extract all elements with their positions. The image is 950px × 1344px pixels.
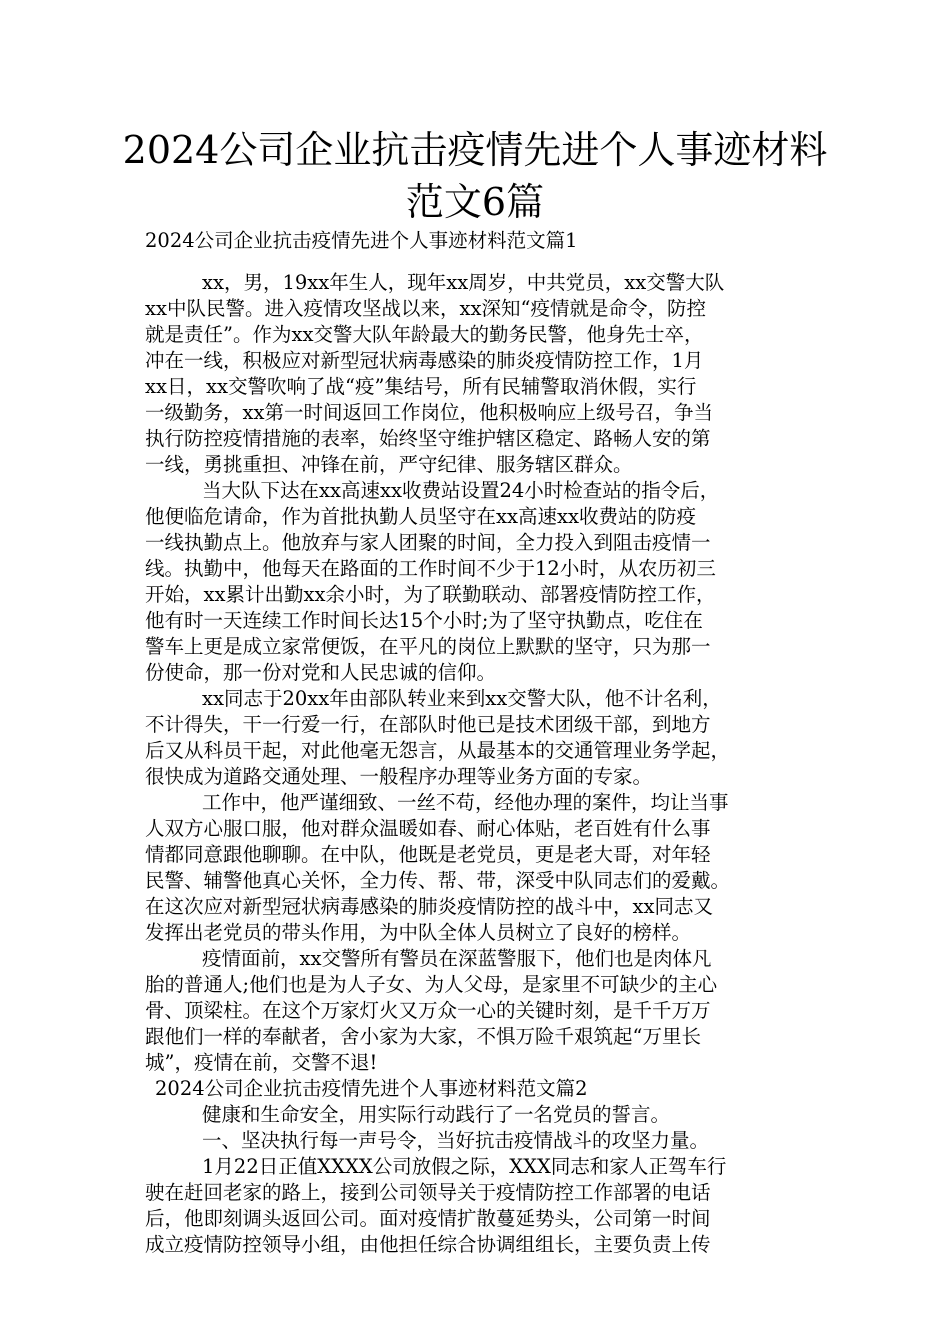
- paragraph-line: 在这次应对新型冠状病毒感染的肺炎疫情防控的战斗中，xx同志又: [145, 895, 713, 918]
- paragraph-line: 胎的普通人;他们也是为人子女、为人父母，是家里不可缺少的主心: [145, 973, 718, 996]
- paragraph-line: 成立疫情防控领导小组，由他担任综合协调组组长，主要负责上传: [145, 1233, 711, 1256]
- paragraph-line: 就是责任”。作为xx交警大队年龄最大的勤务民警，他身先士卒，: [145, 323, 704, 346]
- paragraph-line: 当大队下达在xx高速xx收费站设置24小时检查站的指令后，: [202, 479, 720, 502]
- paragraph-line: 后又从科员干起，对此他毫无怨言，从最基本的交通管理业务学起，: [145, 739, 731, 762]
- paragraph-line: 开始，xx累计出勤xx余小时，为了联勤联动、部署疫情防控工作，: [145, 583, 716, 606]
- paragraph-line: 份使命，那一份对党和人民忠诚的信仰。: [145, 661, 497, 684]
- paragraph-line: 发挥出老党员的带头作用，为中队全体人员树立了良好的榜样。: [145, 921, 692, 944]
- paragraph-line: 一线，勇挑重担、冲锋在前，严守纪律、服务辖区群众。: [145, 453, 633, 476]
- paragraph-line: 一线执勤点上。他放弃与家人团聚的时间，全力投入到阻击疫情一: [145, 531, 711, 554]
- paragraph-line: 工作中，他严谨细致、一丝不苟，经他办理的案件，均让当事: [202, 791, 729, 814]
- paragraph-line: 人双方心服口服，他对群众温暖如春、耐心体贴，老百姓有什么事: [145, 817, 711, 840]
- paragraph-line: 跟他们一样的奉献者，舍小家为大家，不惧万险千艰筑起“万里长: [145, 1025, 701, 1048]
- document-title-line-1: 2024公司企业抗击疫情先进个人事迹材料: [122, 128, 828, 172]
- paragraph-line: 疫情面前，xx交警所有警员在深蓝警服下，他们也是肉体凡: [202, 947, 712, 970]
- paragraph-line: 一级勤务，xx第一时间返回工作岗位，他积极响应上级号召，争当: [145, 401, 713, 424]
- section-2-body: [145, 1102, 815, 1258]
- section-2-heading: 2024公司企业抗击疫情先进个人事迹材料范文篇2: [155, 1077, 588, 1100]
- paragraph-line: 不计得失，干一行爱一行，在部队时他已是技术团级干部，到地方: [145, 713, 711, 736]
- paragraph-line: 1月22日正值XXXX公司放假之际，XXX同志和家人正驾车行: [202, 1155, 727, 1178]
- paragraph-line: 执行防控疫情措施的表率，始终坚守维护辖区稳定、路畅人安的第: [145, 427, 711, 450]
- document-title-line-2: 范文6篇: [405, 180, 545, 224]
- paragraph-line: 他便临危请命，作为首批执勤人员坚守在xx高速xx收费站的防疫: [145, 505, 696, 528]
- paragraph-line: 冲在一线，积极应对新型冠状病毒感染的肺炎疫情防控工作，1月: [145, 349, 704, 372]
- section-1-body: [145, 270, 815, 1076]
- paragraph-line: xx，男，19xx年生人，现年xx周岁，中共党员，xx交警大队: [202, 271, 725, 294]
- paragraph-line: 他有时一天连续工作时间长达15个小时;为了坚守执勤点，吃住在: [145, 609, 703, 632]
- paragraph-line: 民警、辅警他真心关怀，全力传、帮、带，深受中队同志们的爱戴。: [145, 869, 731, 892]
- paragraph-line: 驶在赶回老家的路上，接到公司领导关于疫情防控工作部署的电话: [145, 1181, 711, 1204]
- paragraph-line: 后，他即刻调头返回公司。面对疫情扩散蔓延势头，公司第一时间: [145, 1207, 711, 1230]
- paragraph-line: 线。执勤中，他每天在路面的工作时间不少于12小时，从农历初三: [145, 557, 716, 580]
- paragraph-line: 情都同意跟他聊聊。在中队，他既是老党员，更是老大哥，对年轻: [145, 843, 711, 866]
- paragraph-line: 很快成为道路交通处理、一般程序办理等业务方面的专家。: [145, 765, 653, 788]
- paragraph-line: 城”，疫情在前，交警不退!: [145, 1051, 378, 1074]
- section-1-heading: 2024公司企业抗击疫情先进个人事迹材料范文篇1: [145, 229, 578, 252]
- paragraph-line: 警车上更是成立家常便饭，在平凡的岗位上默默的坚守，只为那一: [145, 635, 711, 658]
- paragraph-line: xx日，xx交警吹响了战“疫”集结号，所有民辅警取消休假，实行: [145, 375, 697, 398]
- paragraph-line: 健康和生命安全，用实际行动践行了一名党员的誓言。: [202, 1103, 671, 1126]
- paragraph-line: 一、坚决执行每一声号令，当好抗击疫情战斗的攻坚力量。: [202, 1129, 710, 1152]
- paragraph-line: xx中队民警。进入疫情攻坚战以来，xx深知“疫情就是命令，防控: [145, 297, 706, 320]
- paragraph-line: xx同志于20xx年由部队转业来到xx交警大队，他不计名利，: [202, 687, 722, 710]
- paragraph-line: 骨、顶梁柱。在这个万家灯火又万众一心的关键时刻，是千千万万: [145, 999, 711, 1022]
